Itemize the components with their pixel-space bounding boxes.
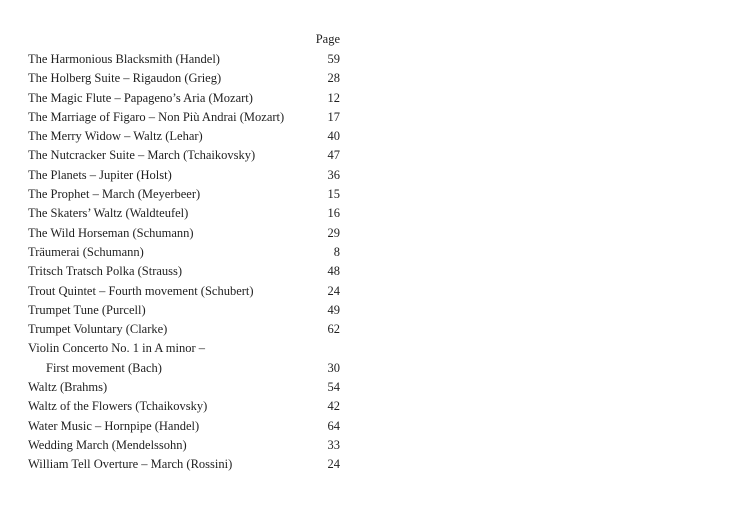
toc-entry-page: 59	[327, 52, 340, 66]
toc-entry-page: 29	[327, 225, 340, 240]
toc-entry-title: The Skaters’ Waltz (Waldteufel)	[28, 206, 189, 221]
toc-entry-page: 33	[327, 437, 340, 452]
toc-entry-title: The Wild Horseman (Schumann)	[28, 225, 194, 240]
toc-entry-title: The Planets – Jupiter (Holst)	[28, 167, 172, 182]
toc-entry	[28, 89, 340, 108]
toc-entry-title: Violin Concerto No. 1 in A minor –	[28, 341, 206, 356]
toc-entry-title: The Magic Flute – Papageno’s Aria (Mozart)	[28, 90, 253, 105]
toc-entry-title: Waltz of the Flowers (Tchaikovsky)	[28, 399, 208, 414]
toc-entry	[28, 417, 340, 436]
toc-entry-title: Water Music – Hornpipe (Handel)	[28, 418, 200, 433]
toc-entry	[28, 224, 340, 243]
page-column-header: Page	[315, 32, 340, 46]
toc-entry	[28, 185, 340, 204]
toc-entry	[28, 146, 340, 165]
toc-entry-page: 8	[333, 244, 340, 259]
toc-entry-title: The Holberg Suite – Rigaudon (Grieg)	[28, 71, 222, 86]
toc-entry-title: The Prophet – March (Meyerbeer)	[28, 187, 201, 202]
toc-entry-page: 47	[327, 148, 340, 163]
toc-entry-title: Träumerai (Schumann)	[28, 244, 144, 259]
toc-entry	[28, 262, 340, 281]
toc-entry-title: Trout Quintet – Fourth movement (Schubert)	[28, 283, 254, 298]
toc-entry	[28, 455, 340, 474]
toc-entry-page: 30	[327, 360, 340, 375]
toc-entry	[28, 359, 340, 378]
toc-entry-page: 40	[327, 129, 340, 144]
toc-entry-title: The Marriage of Figaro – Non Più Andrai (Mozart)	[28, 109, 285, 124]
toc-entry-title: Wedding March (Mendelssohn)	[28, 437, 187, 452]
toc-entry-page: 17	[327, 109, 340, 124]
toc-entry-page: 36	[327, 167, 340, 182]
toc-entry	[28, 69, 340, 88]
toc-entry-page: 64	[327, 418, 340, 433]
toc-entry-page: 28	[327, 71, 340, 86]
toc-entry-title: Waltz (Brahms)	[28, 380, 108, 395]
toc-entry-page: 54	[327, 380, 340, 395]
toc-entry	[28, 282, 340, 301]
toc-entry-page: 16	[327, 206, 340, 221]
toc-entry-title: Trumpet Voluntary (Clarke)	[28, 322, 168, 337]
toc-entry	[28, 320, 340, 339]
toc-entry-title: The Nutcracker Suite – March (Tchaikovsky)	[28, 148, 256, 163]
toc-entry	[28, 339, 340, 358]
toc-entry-title: Trumpet Tune (Purcell)	[28, 302, 146, 317]
toc-entry-page: 49	[327, 302, 340, 317]
toc-entry	[28, 378, 340, 397]
toc-entry-title: Tritsch Tratsch Polka (Strauss)	[28, 264, 183, 279]
toc-entry	[28, 166, 340, 185]
toc-entry-page: 62	[327, 322, 340, 337]
toc-entry	[28, 50, 340, 69]
toc-entry-page: 42	[327, 399, 340, 414]
toc-entry	[28, 436, 340, 455]
toc-entry-title: The Merry Widow – Waltz (Lehar)	[28, 129, 203, 144]
toc-entry	[28, 127, 340, 146]
toc-entry	[28, 204, 340, 223]
toc-entry-page: 15	[327, 187, 340, 202]
toc-entry-title: The Harmonious Blacksmith (Handel)	[28, 52, 220, 66]
toc-entry	[28, 301, 340, 320]
table-of-contents	[28, 50, 340, 475]
toc-entry	[28, 108, 340, 127]
toc-entry-page: 24	[327, 283, 340, 298]
toc-entry-page: 12	[327, 90, 340, 105]
toc-entry	[28, 243, 340, 262]
toc-entry	[28, 397, 340, 416]
toc-entry-page: 24	[327, 457, 340, 472]
toc-entry-title: William Tell Overture – March (Rossini)	[28, 457, 233, 472]
toc-entry-title: First movement (Bach)	[46, 360, 162, 375]
toc-entry-page: 48	[327, 264, 340, 279]
